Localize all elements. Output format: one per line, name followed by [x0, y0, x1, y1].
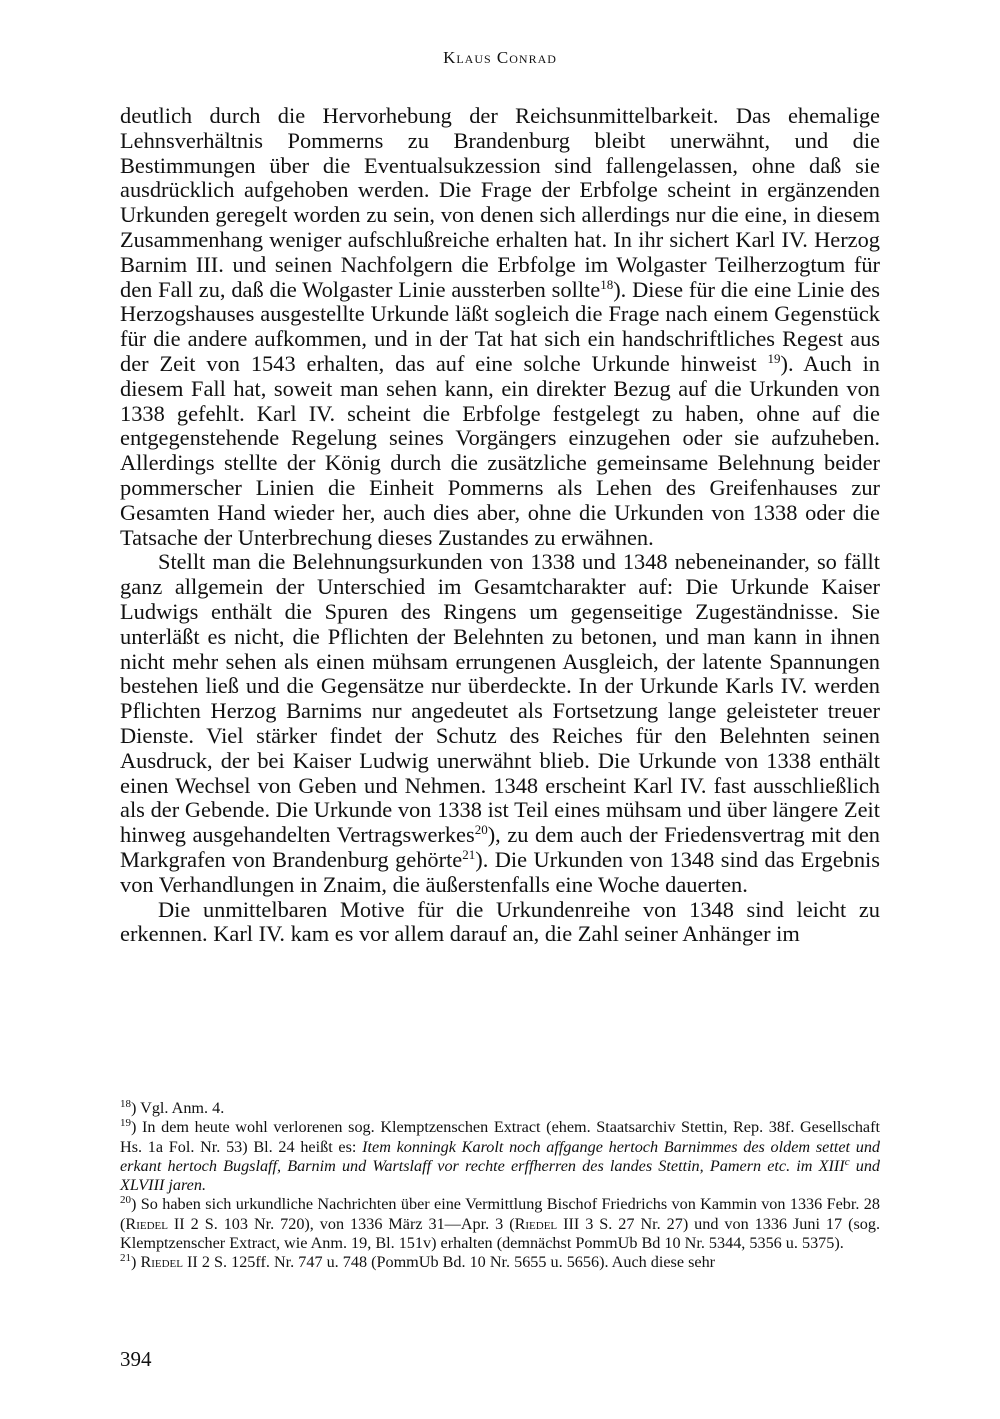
- footnote-mark: 20: [120, 1194, 131, 1207]
- text-run: ). Die Urkunden von 1348 sind das Ergebnis von Verhandlungen in Znaim, die äußerstenfalls eine Woche dauerten.: [120, 846, 880, 897]
- footnote-text: ) Vgl. Anm. 4.: [131, 1099, 225, 1117]
- footnote: [120, 1253, 880, 1272]
- footnotes: [120, 1099, 880, 1273]
- text-run: ), zu dem auch der Friedensvertrag mit den Markgrafen von Brandenburg gehörte: [120, 822, 880, 872]
- footnote-text: II 2 S. 103 Nr. 720), von 1336 März 31—Apr. 3 (: [167, 1214, 515, 1233]
- author-smallcaps: Riedel: [514, 1214, 558, 1233]
- footnote-mark: 21: [120, 1252, 131, 1265]
- text-run: deutlich durch die Hervorhebung der Reichsunmittelbarkeit. Das ehemalige Lehnsverhältnis Pommerns zu Brandenburg bleibt unerwähnt, und die Bestimmungen über die Eventualsukzession sind fallengelassen, ohne daß sie ausdrücklich aufgehoben werden. Die Frage der Erbfolge scheint in ergänzenden Urkunden geregelt worden zu sein, von denen sich allerdings nur die eine, in diesem Zusammenhang weniger aufschlußreiche erhalten hat. In ihr sichert Karl IV. Herzog Barnim III. und seinen Nachfolgern die Erbfolge im Wolgaster Teilherzogtum für den Fall zu, daß die Wolgaster Linie aussterben sollte: [120, 103, 880, 302]
- quotation-text: Item konningk Karolt noch affgange hertoch Barnimmes des oldem settet und erkant hertoch Bugslaff, Barnim und Wartslaff vor rechte erffherren des landes Stettin, Pamern etc. im XIII: [120, 1137, 881, 1175]
- footnote-text: II 2 S. 125ff. Nr. 747 u. 748 (PommUb Bd. 10 Nr. 5655 u. 5656). Auch diese sehr: [183, 1253, 716, 1272]
- text-run: Die unmittelbaren Motive für die Urkundenreihe von 1348 sind leicht zu erkennen. Karl IV. kam es vor allem darauf an, die Zahl seiner Anhänger im: [120, 896, 880, 947]
- superscript-c: c: [844, 1155, 850, 1168]
- text-run: ). Diese für die eine Linie des Herzogshauses ausgestellte Urkunde läßt sogleich die Frage nach einem Gegenstück für die andere aufkommen, und in der Tat hat sich ein handschriftliches Regest aus der Zeit von 1543 erhalten, das auf eine solche Urkunde hinweist: [120, 276, 880, 376]
- quotation-text: und XLVIII jaren.: [120, 1156, 881, 1195]
- paragraph: [120, 898, 880, 948]
- footnote: [120, 1195, 880, 1253]
- text-run: ). Auch in diesem Fall hat, soweit man sehen kann, ein direkter Bezug auf die Urkunden von 1338 gefehlt. Karl IV. scheint die Erbfolge festgelegt zu haben, ohne auf die entgegenstehende Regelung seines Vorgängers einzugehen oder sie aufzuheben. Allerdings stellte der König durch die zusätzliche gemeinsame Belehnung beider pommerscher Linien die Einheit Pommerns als Lehen des Greifenhauses zur Gesamten Hand wieder her, auch dies aber, ohne die Urkunden von 1338 oder die Tatsache der Unterbrechung dieses Zustandes zu erwähnen.: [120, 350, 880, 550]
- running-head: Klaus Conrad: [443, 48, 557, 67]
- footnote-mark: 19: [120, 1117, 131, 1130]
- footnote-ref: 19: [767, 350, 781, 366]
- author-smallcaps: Riedel: [140, 1253, 183, 1272]
- author-smallcaps: Riedel: [125, 1214, 168, 1233]
- paragraph: [120, 104, 880, 550]
- paragraph: [120, 550, 880, 897]
- text-run: Stellt man die Belehnungsurkunden von 1338 und 1348 nebeneinander, so fällt ganz allgemein der Unterschied im Gesamtcharakter auf: Die Urkunde Kaiser Ludwigs enthält die Spuren des Ringens um gegenseitige Zugeständnisse. Sie unterläßt es nicht, die Pflichten der Belehnten zu betonen, und man kann in ihnen nicht mehr sehen als einen mühsam errungenen Ausgleich, der latente Spannungen bestehen ließ und die Gegensätze nur überdeckte. In der Urkunde Karls IV. werden Pflichten Herzog Barnims nur angedeutet als Fortsetzung lange geleisteter treuer Dienste. Viel stärker findet der Schutz des Reiches für den Belehnten seinen Ausdruck, der bei Kaiser Ludwig unerwähnt blieb. Die Urkunde von 1338 enthält einen Wechsel von Geben und Nehmen. 1348 erscheint Karl IV. fast ausschließlich als der Gebende. Die Urkunde von 1338 ist Teil eines mühsam und über längere Zeit hinweg ausgehandelten Vertragswerkes: [120, 549, 880, 848]
- footnote-ref: 21: [462, 846, 476, 862]
- footnote-text: III 3 S. 27 Nr. 27) und von 1336 Juni 17 (sog. Klemptzenscher Extract, wie Anm. 19, Bl. 151v) erhalten (demnächst PommUb Bd 10 Nr. 5344, 5356 u. 5375).: [120, 1214, 880, 1253]
- page-number: 394: [120, 1347, 152, 1371]
- footnote: [120, 1099, 880, 1118]
- footnote-ref: 18: [600, 276, 614, 292]
- footnote-text: ) So haben sich urkundliche Nachrichten über eine Vermittlung Bischof Friedrichs von Kammin von 1336 Febr. 28 (: [120, 1195, 880, 1233]
- footnote-mark: 18: [120, 1098, 131, 1110]
- footnote: [120, 1118, 880, 1195]
- main-text: [120, 104, 880, 947]
- footnote-ref: 20: [474, 822, 488, 838]
- footnote-text: ) In dem heute wohl verlorenen sog. Klemptzenschen Extract (ehem. Staatsarchiv Stettin, Rep. 38f. Gesellschaft Hs. 1a Fol. Nr. 53) Bl. 24 heißt es:: [120, 1118, 880, 1156]
- footnote-text: ): [131, 1253, 141, 1272]
